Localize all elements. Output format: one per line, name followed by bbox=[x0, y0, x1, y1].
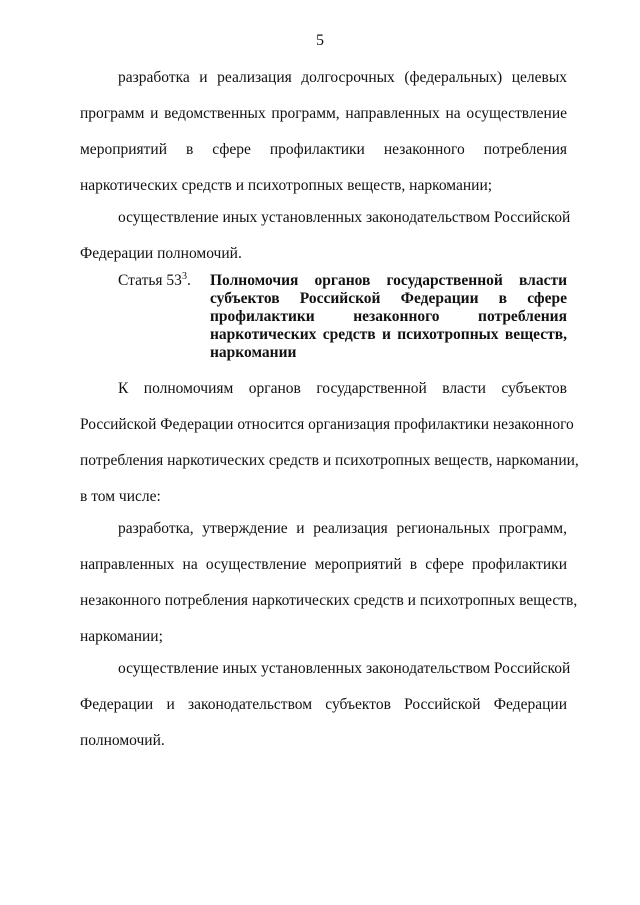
article-title-line: субъектов Российской Федерации в сфере bbox=[210, 290, 567, 307]
text-line: незаконного потребления наркотических средств и психотропных веществ, bbox=[80, 592, 578, 609]
text-line: мероприятий в сфере профилактики незаконного потребления bbox=[80, 141, 567, 158]
text-line: разработка и реализация долгосрочных (федеральных) целевых bbox=[118, 69, 567, 86]
page-number: 5 bbox=[316, 32, 324, 49]
text-line: программ и ведомственных программ, направленных на осуществление bbox=[80, 105, 567, 122]
text-line: полномочий. bbox=[80, 732, 165, 749]
text-line: Российской Федерации относится организация профилактики незаконного bbox=[80, 416, 574, 433]
text-line: Федерации и законодательством субъектов Российской Федерации bbox=[80, 696, 567, 713]
article-label-text: Статья 53 bbox=[118, 272, 182, 289]
article-number bbox=[118, 272, 191, 290]
paragraph-targeted-programs bbox=[80, 60, 567, 204]
paragraph-other-regional-powers bbox=[80, 651, 571, 759]
text-line: осуществление иных установленных законодательством Российской bbox=[118, 209, 571, 226]
text-line: в том числе: bbox=[80, 488, 161, 505]
paragraph-regional-programs bbox=[80, 511, 578, 655]
article-title-line: Полномочия органов государственной власти bbox=[210, 272, 567, 289]
article-title-line: профилактики незаконного потребления bbox=[210, 308, 567, 325]
text-line: наркомании; bbox=[80, 628, 163, 645]
paragraph-regional-powers bbox=[80, 371, 579, 515]
article-label-superscript: 3 bbox=[181, 270, 187, 282]
text-line: потребления наркотических средств и психотропных веществ, наркомании, bbox=[80, 452, 579, 469]
article-title-line: наркомании bbox=[210, 344, 297, 361]
text-line: К полномочиям органов государственной власти субъектов bbox=[118, 380, 567, 397]
text-line: осуществление иных установленных законодательством Российской bbox=[118, 660, 571, 677]
text-line: Федерации полномочий. bbox=[80, 245, 242, 262]
article-title bbox=[210, 272, 567, 362]
text-line: направленных на осуществление мероприятий в сфере профилактики bbox=[80, 556, 567, 573]
paragraph-other-powers bbox=[80, 200, 571, 272]
article-label-suffix: . bbox=[186, 272, 191, 289]
text-line: наркотических средств и психотропных веществ, наркомании; bbox=[80, 177, 493, 194]
article-title-line: наркотических средств и психотропных веществ, bbox=[210, 326, 567, 343]
text-line: разработка, утверждение и реализация региональных программ, bbox=[118, 520, 567, 537]
